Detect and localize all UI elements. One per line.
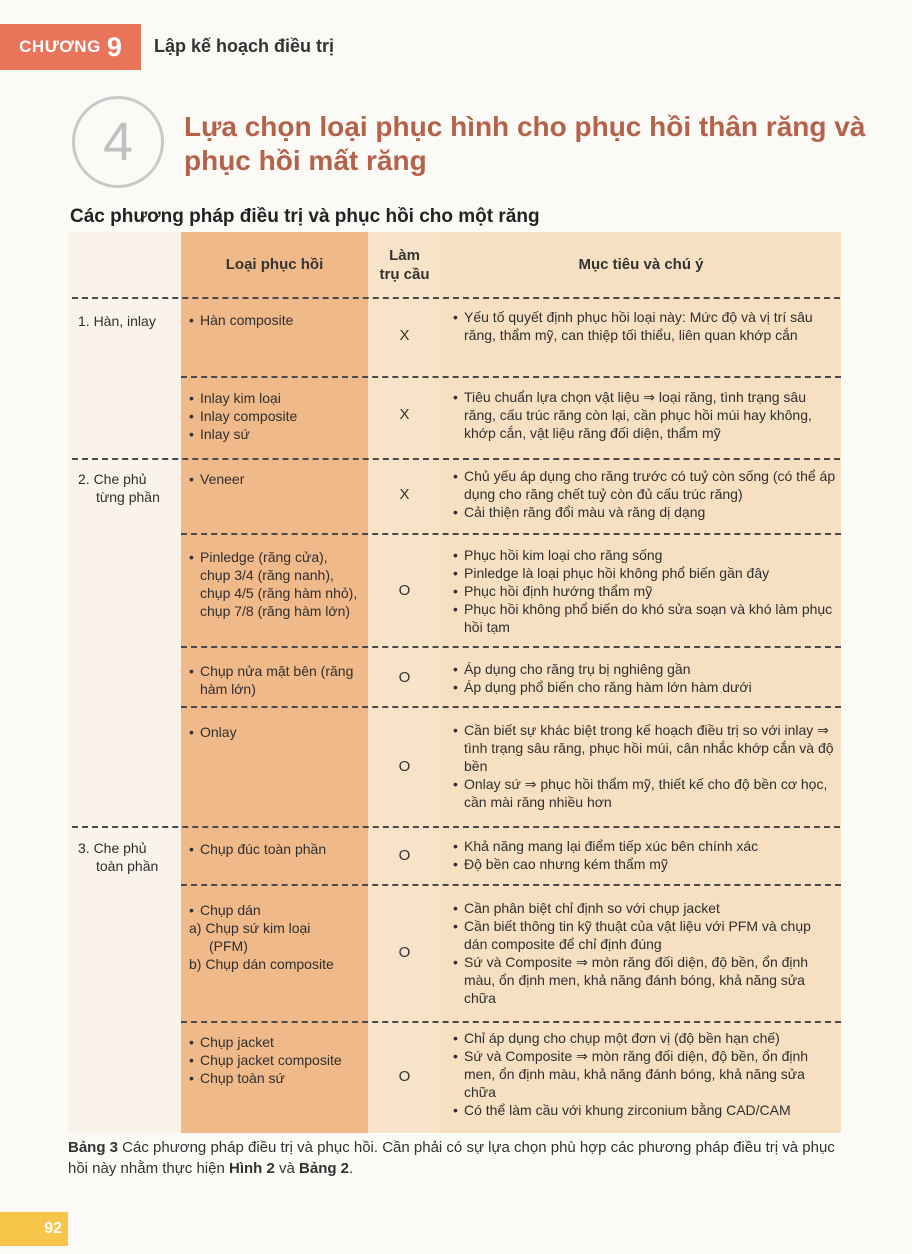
note-item: • Cải thiện răng đổi màu và răng dị dạng xyxy=(453,503,837,521)
row-5-notes xyxy=(453,660,837,696)
note-item: • Tiêu chuẩn lựa chọn vật liệu ⇒ loại răng, tình trạng sâu răng, cấu trúc răng còn lại, cần phục hồi múi hay không, khớp cắn, vật liệu răng đối diện, thẩm mỹ xyxy=(453,388,837,442)
row-6-notes xyxy=(453,721,837,811)
chapter-tab xyxy=(0,24,141,70)
page-number: 92 xyxy=(0,1212,68,1246)
type-item: • Inlay sứ xyxy=(189,425,364,443)
category-2-line2: từng phần xyxy=(96,489,160,505)
type-item: • Chụp dán xyxy=(189,901,364,919)
note-item: • Độ bền cao nhưng kém thẩm mỹ xyxy=(453,855,837,873)
note-item: • Pinledge là loại phục hồi không phổ biến gần đây xyxy=(453,564,837,582)
row-2-types xyxy=(189,389,364,443)
note-item: • Áp dụng phổ biến cho răng hàm lớn hàm dưới xyxy=(453,678,837,696)
type-subitem: a) Chụp sứ kim loại xyxy=(189,920,311,936)
row-divider xyxy=(181,1021,841,1023)
header-abutment-line2: trụ cầu xyxy=(379,266,430,283)
type-item: • Chụp jacket composite xyxy=(189,1051,367,1069)
note-item: • Có thể làm cầu với khung zirconium bằng CAD/CAM xyxy=(453,1101,837,1119)
note-item: • Chỉ áp dụng cho chụp một đơn vị (độ bền hạn chế) xyxy=(453,1029,837,1047)
note-item: • Phục hồi không phổ biến do khó sửa soạn và khó làm phục hồi tạm xyxy=(453,600,837,636)
section-number-circle xyxy=(72,96,164,188)
row-9-notes xyxy=(453,1029,837,1119)
row-divider xyxy=(181,376,841,378)
type-item: • Chụp nửa mặt bên (răng hàm lớn) xyxy=(189,662,361,698)
row-3-notes xyxy=(453,467,837,521)
category-3-line1: 3. Che phủ xyxy=(78,840,147,856)
row-divider xyxy=(72,297,840,299)
header-abutment xyxy=(368,246,441,284)
type-item: • Chụp toàn sứ xyxy=(189,1069,367,1087)
note-item: • Phục hồi định hướng thẩm mỹ xyxy=(453,582,837,600)
row-2-notes xyxy=(453,388,837,442)
row-8-mark: O xyxy=(398,944,411,961)
caption-label: Bảng 3 xyxy=(68,1139,119,1156)
row-divider xyxy=(181,533,841,535)
row-4-notes xyxy=(453,546,837,636)
category-1-line1: 1. Hàn, inlay xyxy=(78,313,156,329)
note-item: • Áp dụng cho răng trụ bị nghiêng gần xyxy=(453,660,837,678)
row-3-types xyxy=(189,470,364,488)
type-item: • Chụp đúc toàn phần xyxy=(189,840,364,858)
note-item: • Phục hồi kim loại cho răng sống xyxy=(453,546,837,564)
caption-text: và xyxy=(274,1160,300,1177)
type-item: • Chụp jacket xyxy=(189,1033,367,1051)
header-abutment-line1: Làm xyxy=(389,247,420,264)
category-3 xyxy=(78,839,158,875)
row-7-mark: O xyxy=(398,847,411,864)
row-9-types xyxy=(189,1033,367,1087)
caption-text: Các phương pháp điều trị và phục hồi. Cần phải có sự lựa chọn phù hợp các phương pháp điều trị và phục hồi này nhằm thực hiện xyxy=(68,1139,835,1177)
row-1-notes xyxy=(453,308,837,344)
note-item: • Sứ và Composite ⇒ mòn răng đối diện, độ bền, ổn định men, ổn định màu, khả năng đánh bóng, khả năng sửa chữa xyxy=(453,1047,837,1101)
row-1-types xyxy=(189,311,364,329)
row-divider xyxy=(181,706,841,708)
row-8-types xyxy=(189,901,364,973)
row-divider xyxy=(181,884,841,886)
note-item: • Khả năng mang lại điểm tiếp xúc bên chính xác xyxy=(453,837,837,855)
row-1-mark: X xyxy=(399,327,410,344)
note-item: • Cần biết sự khác biệt trong kế hoạch điều trị so với inlay ⇒ tình trạng sâu răng, phục hồi múi, cân nhắc khớp cắn và độ bền xyxy=(453,721,837,775)
row-9-mark: O xyxy=(398,1068,411,1085)
row-divider xyxy=(72,458,840,460)
note-item: • Yếu tố quyết định phục hồi loại này: Mức độ và vị trí sâu răng, thẩm mỹ, can thiệp tối thiểu, liên quan khớp cắn xyxy=(453,308,837,344)
row-divider xyxy=(181,646,841,648)
chapter-number: 9 xyxy=(106,31,122,62)
type-item: • Inlay kim loại xyxy=(189,389,364,407)
category-2-line1: 2. Che phủ xyxy=(78,471,147,487)
note-item: • Cần phân biệt chỉ định so với chụp jacket xyxy=(453,899,837,917)
row-3-mark: X xyxy=(399,486,410,503)
row-8-notes xyxy=(453,899,837,1007)
type-subitem: (PFM) xyxy=(209,938,248,954)
type-subitem: b) Chụp dán composite xyxy=(189,956,334,972)
row-7-types xyxy=(189,840,364,858)
table-col1-bg xyxy=(68,232,181,1133)
row-7-notes xyxy=(453,837,837,873)
type-item: • Pinledge (răng cửa), chụp 3/4 (răng nanh), chụp 4/5 (răng hàm nhỏ), chụp 7/8 (răng hàm lớn) xyxy=(189,548,361,620)
row-4-types xyxy=(189,548,361,620)
category-3-line2: toàn phần xyxy=(96,858,159,874)
header-goal: Mục tiêu và chú ý xyxy=(578,256,704,273)
table-heading: Các phương pháp điều trị và phục hồi cho một răng xyxy=(70,206,540,227)
row-6-types xyxy=(189,723,361,741)
row-5-types xyxy=(189,662,361,698)
note-item: • Cần biết thông tin kỹ thuật của vật liệu với PFM và chụp dán composite để chỉ định đúng xyxy=(453,917,837,953)
category-1 xyxy=(78,312,156,330)
row-2-mark: X xyxy=(399,406,410,423)
row-5-mark: O xyxy=(398,669,411,686)
note-item: • Chủ yếu áp dụng cho răng trước có tuỷ còn sống (có thể áp dụng cho răng chết tuỷ còn đủ cấu trúc răng) xyxy=(453,467,837,503)
row-divider xyxy=(72,826,840,828)
header-type: Loại phục hồi xyxy=(225,256,324,273)
note-item: • Onlay sứ ⇒ phục hồi thẩm mỹ, thiết kế cho độ bền cơ học, cần mài răng nhiều hơn xyxy=(453,775,837,811)
caption-ref-figure: Hình 2 xyxy=(228,1160,275,1177)
chapter-label: CHƯƠNG xyxy=(19,37,101,56)
chapter-title: Lập kế hoạch điều trị xyxy=(154,36,335,56)
page-title: Lựa chọn loại phục hình cho phục hồi thân răng và phục hồi mất răng xyxy=(184,111,866,176)
type-item: • Inlay composite xyxy=(189,407,364,425)
caption-text: . xyxy=(349,1160,354,1177)
table-caption xyxy=(68,1137,848,1179)
caption-ref-table: Bảng 2 xyxy=(299,1160,350,1177)
section-number: 4 xyxy=(102,112,134,172)
note-item: • Sứ và Composite ⇒ mòn răng đối diện, độ bền, ổn định màu, ổn định men, khả năng đánh bóng, khả năng sửa chữa xyxy=(453,953,837,1007)
row-4-mark: O xyxy=(398,582,411,599)
type-item: • Hàn composite xyxy=(189,311,364,329)
category-2 xyxy=(78,470,160,506)
row-6-mark: O xyxy=(398,758,411,775)
type-item: • Veneer xyxy=(189,470,364,488)
type-item: • Onlay xyxy=(189,723,361,741)
